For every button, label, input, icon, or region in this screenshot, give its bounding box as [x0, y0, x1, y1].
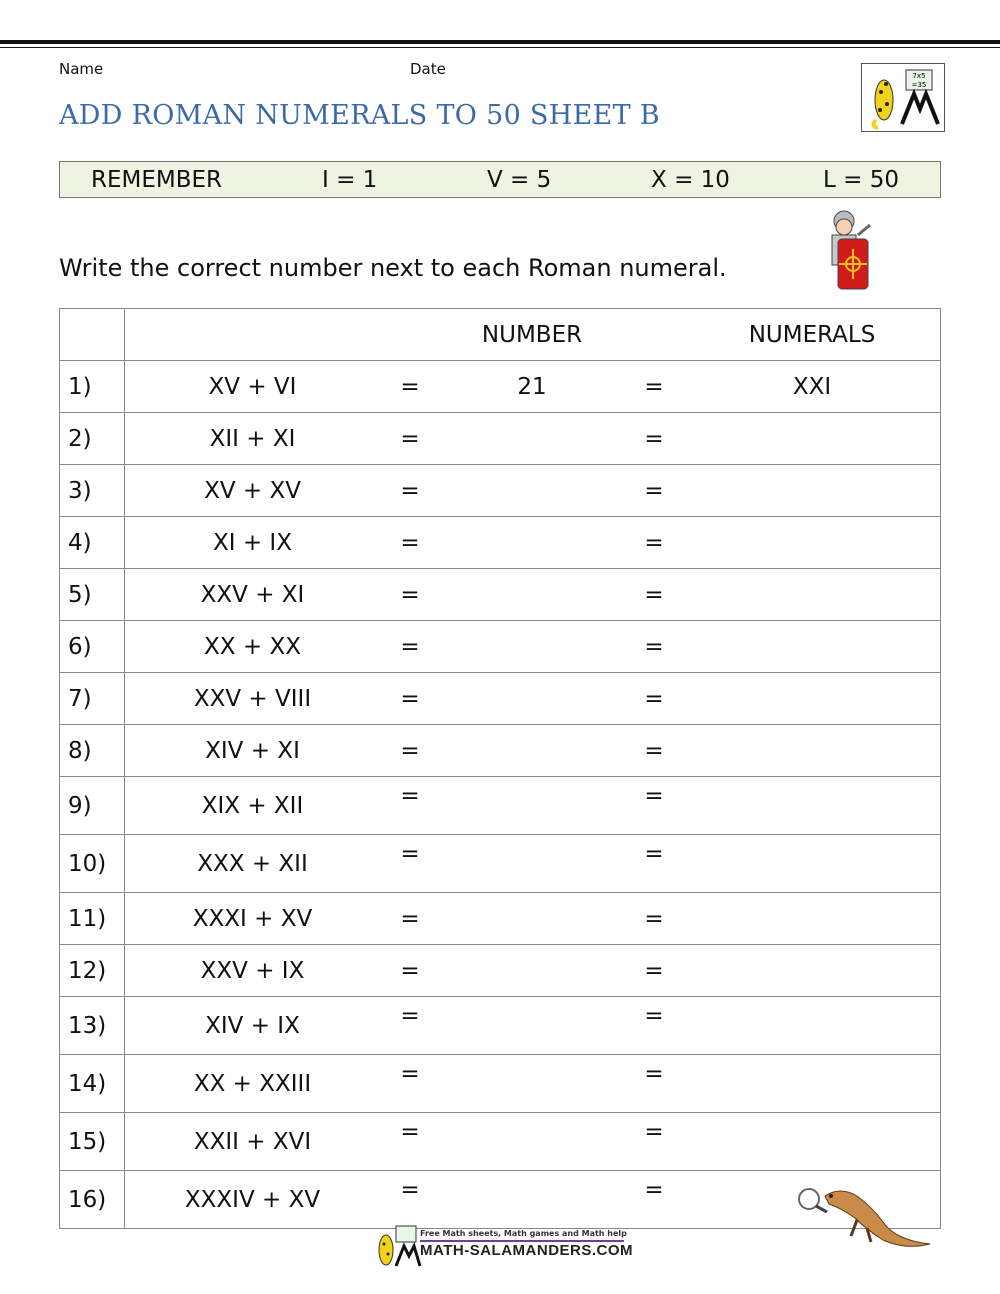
- number-answer[interactable]: [440, 777, 624, 835]
- question: XXV + VIII: [125, 673, 381, 725]
- row-number: 7): [60, 673, 125, 725]
- equals-sign: =: [380, 997, 440, 1055]
- numeral-answer[interactable]: [684, 945, 941, 997]
- question: XIV + XI: [125, 725, 381, 777]
- number-answer[interactable]: [440, 413, 624, 465]
- number-answer[interactable]: [440, 621, 624, 673]
- table-row: [60, 673, 941, 725]
- numeral-answer[interactable]: XXI: [684, 361, 941, 413]
- page-title: ADD ROMAN NUMERALS TO 50 SHEET B: [59, 100, 660, 131]
- equals-sign: =: [624, 621, 684, 673]
- numeral-answer[interactable]: [684, 1113, 941, 1171]
- equals-sign: =: [624, 725, 684, 777]
- equals-sign: =: [380, 569, 440, 621]
- numeral-answer[interactable]: [684, 835, 941, 893]
- question: XXXIV + XV: [125, 1171, 381, 1229]
- remember-box: [59, 161, 941, 198]
- question: XV + XV: [125, 465, 381, 517]
- question: XXX + XII: [125, 835, 381, 893]
- row-number: 6): [60, 621, 125, 673]
- question: XII + XI: [125, 413, 381, 465]
- number-answer[interactable]: [440, 835, 624, 893]
- equals-sign: =: [380, 673, 440, 725]
- row-number: 15): [60, 1113, 125, 1171]
- equals-sign: =: [380, 517, 440, 569]
- equals-sign: =: [624, 893, 684, 945]
- number-answer[interactable]: [440, 673, 624, 725]
- table-row: [60, 569, 941, 621]
- number-answer[interactable]: [440, 517, 624, 569]
- numeral-answer[interactable]: [684, 777, 941, 835]
- row-number: 12): [60, 945, 125, 997]
- table-row: [60, 777, 941, 835]
- question: XX + XXIII: [125, 1055, 381, 1113]
- numeral-answer[interactable]: [684, 569, 941, 621]
- header-numerals: NUMERALS: [684, 309, 941, 361]
- question: XXXI + XV: [125, 893, 381, 945]
- table-row: [60, 997, 941, 1055]
- numeral-answer[interactable]: [684, 673, 941, 725]
- numeral-answer[interactable]: [684, 465, 941, 517]
- question: XIX + XII: [125, 777, 381, 835]
- table-row: [60, 621, 941, 673]
- question: XX + XX: [125, 621, 381, 673]
- equals-sign: =: [380, 1055, 440, 1113]
- row-number: 10): [60, 835, 125, 893]
- number-answer[interactable]: [440, 569, 624, 621]
- question: XIV + IX: [125, 997, 381, 1055]
- numeral-answer[interactable]: [684, 997, 941, 1055]
- table-row: [60, 893, 941, 945]
- question: XI + IX: [125, 517, 381, 569]
- equals-sign: =: [624, 997, 684, 1055]
- number-answer[interactable]: [440, 1171, 624, 1229]
- equals-sign: =: [624, 777, 684, 835]
- equals-sign: =: [624, 673, 684, 725]
- numeral-answer[interactable]: [684, 893, 941, 945]
- equals-sign: =: [624, 1171, 684, 1229]
- top-rule-thin: [0, 47, 1000, 48]
- equals-sign: =: [624, 413, 684, 465]
- row-number: 5): [60, 569, 125, 621]
- equals-sign: =: [380, 945, 440, 997]
- equals-sign: =: [624, 569, 684, 621]
- question: XV + VI: [125, 361, 381, 413]
- header-question-cell: [125, 309, 381, 361]
- remember-item-l: L = 50: [823, 167, 899, 193]
- equals-sign: =: [624, 835, 684, 893]
- row-number: 3): [60, 465, 125, 517]
- equals-sign: =: [380, 835, 440, 893]
- header-number: NUMBER: [440, 309, 624, 361]
- table-row: [60, 945, 941, 997]
- equals-sign: =: [380, 777, 440, 835]
- number-answer[interactable]: [440, 725, 624, 777]
- header-eq2-cell: [624, 309, 684, 361]
- question: XXII + XVI: [125, 1113, 381, 1171]
- table-row: [60, 465, 941, 517]
- roman-soldier-icon: [818, 205, 878, 295]
- equals-sign: =: [380, 465, 440, 517]
- numeral-answer[interactable]: [684, 413, 941, 465]
- equals-sign: =: [624, 1113, 684, 1171]
- row-number: 8): [60, 725, 125, 777]
- row-number: 1): [60, 361, 125, 413]
- equals-sign: =: [380, 1113, 440, 1171]
- table-row: [60, 835, 941, 893]
- remember-item-x: X = 10: [651, 167, 730, 193]
- row-number: 14): [60, 1055, 125, 1113]
- header-row: [60, 309, 941, 361]
- number-answer[interactable]: [440, 945, 624, 997]
- equals-sign: =: [624, 1055, 684, 1113]
- table-row: [60, 517, 941, 569]
- equals-sign: =: [380, 1171, 440, 1229]
- numeral-answer[interactable]: [684, 621, 941, 673]
- numeral-answer[interactable]: [684, 1055, 941, 1113]
- question: XXV + XI: [125, 569, 381, 621]
- header-blank-cell: [60, 309, 125, 361]
- numeral-answer[interactable]: [684, 517, 941, 569]
- number-answer[interactable]: [440, 465, 624, 517]
- equals-sign: =: [624, 945, 684, 997]
- footer-tagline: Free Math sheets, Math games and Math help: [420, 1229, 627, 1238]
- footer-brand: MATH-SALAMANDERS.COM: [420, 1242, 634, 1259]
- row-number: 2): [60, 413, 125, 465]
- row-number: 16): [60, 1171, 125, 1229]
- table-row: [60, 361, 941, 413]
- remember-item-v: V = 5: [487, 167, 552, 193]
- table-row: [60, 413, 941, 465]
- number-answer[interactable]: [440, 1113, 624, 1171]
- salamander-magnifier-icon: [795, 1182, 935, 1257]
- logo-text-2: =35: [911, 81, 927, 89]
- equals-sign: =: [624, 465, 684, 517]
- number-answer[interactable]: [440, 997, 624, 1055]
- date-label: Date: [410, 60, 446, 78]
- number-answer[interactable]: [440, 893, 624, 945]
- remember-item-i: I = 1: [322, 167, 378, 193]
- top-rule: [0, 40, 1000, 44]
- numeral-answer[interactable]: [684, 725, 941, 777]
- row-number: 13): [60, 997, 125, 1055]
- remember-label: REMEMBER: [91, 167, 223, 193]
- instruction-text: Write the correct number next to each Roman numeral.: [59, 254, 727, 282]
- table-row: [60, 1113, 941, 1171]
- logo-text-1: 7x5: [912, 72, 926, 80]
- equals-sign: =: [380, 893, 440, 945]
- row-number: 9): [60, 777, 125, 835]
- logo-salamander-icon: [861, 63, 945, 132]
- name-label: Name: [59, 60, 104, 78]
- table-row: [60, 725, 941, 777]
- number-answer[interactable]: [440, 1055, 624, 1113]
- equals-sign: =: [624, 517, 684, 569]
- equals-sign: =: [380, 621, 440, 673]
- equals-sign: =: [380, 413, 440, 465]
- equals-sign: =: [380, 361, 440, 413]
- question: XXV + IX: [125, 945, 381, 997]
- worksheet-table: [59, 308, 941, 1229]
- number-answer[interactable]: 21: [440, 361, 624, 413]
- header-eq-cell: [380, 309, 440, 361]
- table-row: [60, 1055, 941, 1113]
- row-number: 11): [60, 893, 125, 945]
- equals-sign: =: [624, 361, 684, 413]
- equals-sign: =: [380, 725, 440, 777]
- row-number: 4): [60, 517, 125, 569]
